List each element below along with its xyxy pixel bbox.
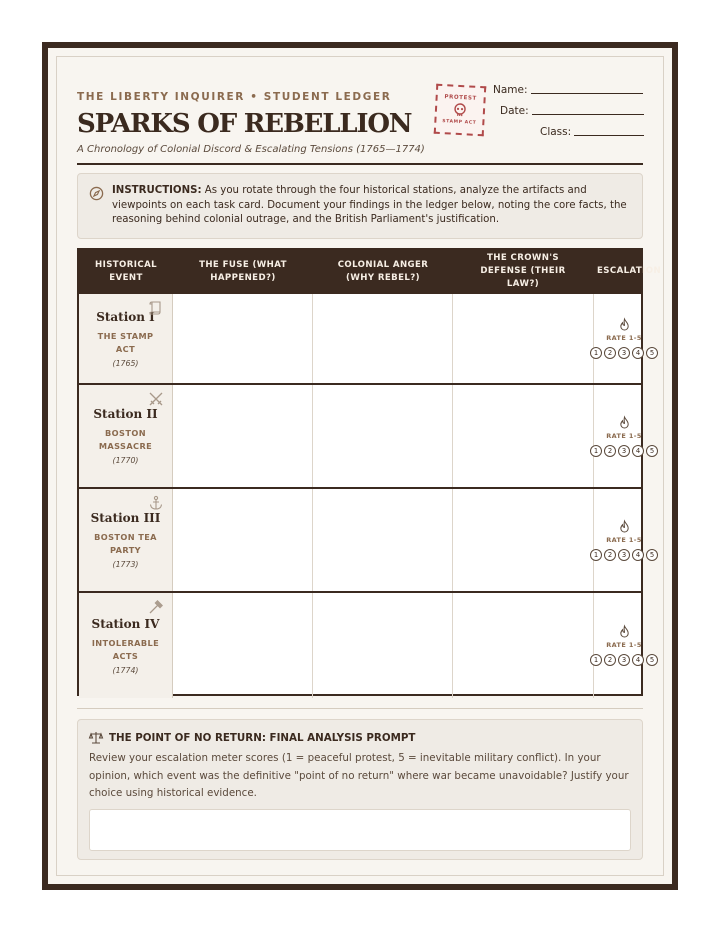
rating-option[interactable]: 4: [632, 445, 644, 457]
fuse-cell[interactable]: [173, 385, 313, 487]
escalation-meter: [594, 385, 654, 487]
final-analysis-heading: [89, 731, 631, 744]
anger-cell[interactable]: [313, 489, 453, 591]
flame-icon: [619, 520, 630, 533]
header-colonial-anger: COLONIAL ANGER (WHY REBEL?): [337, 259, 429, 283]
rate-label: RATE 1-5: [606, 431, 642, 440]
anger-cell[interactable]: [313, 593, 453, 698]
page-title: SPARKS OF REBELLION: [77, 109, 412, 139]
rating-option[interactable]: 3: [618, 654, 630, 666]
flame-icon: [619, 416, 630, 429]
final-analysis-box: [77, 719, 643, 860]
station-title: Station I: [96, 309, 155, 324]
event-name: THE STAMP ACT: [97, 330, 154, 354]
rating-option[interactable]: 5: [646, 445, 658, 457]
rating-option[interactable]: 1: [590, 654, 602, 666]
stamp-top-text: PROTEST: [444, 94, 477, 102]
station-title: Station IV: [91, 616, 160, 631]
rating-option[interactable]: 2: [604, 654, 616, 666]
defense-cell[interactable]: [453, 294, 594, 383]
protest-stamp: [434, 84, 487, 137]
fuse-cell[interactable]: [173, 489, 313, 591]
anger-cell[interactable]: [313, 294, 453, 383]
event-year: (1774): [112, 665, 139, 675]
rating-scale: [590, 549, 658, 561]
page-frame: [42, 42, 678, 890]
name-line[interactable]: [531, 93, 643, 94]
event-cell: [79, 385, 173, 487]
table-row: [79, 292, 655, 383]
rate-label: RATE 1-5: [606, 535, 642, 544]
date-line[interactable]: [532, 114, 644, 115]
header-rule: [77, 163, 643, 165]
rating-option[interactable]: 3: [618, 347, 630, 359]
rating-option[interactable]: 5: [646, 347, 658, 359]
anchor-icon: [148, 495, 164, 511]
table-row: [79, 487, 655, 591]
instructions-box: [77, 173, 643, 239]
rating-option[interactable]: 4: [632, 549, 644, 561]
rating-scale: [590, 654, 658, 666]
flame-icon: [619, 318, 630, 331]
event-name: INTOLERABLE ACTS: [91, 637, 160, 661]
fuse-cell[interactable]: [173, 294, 313, 383]
name-field[interactable]: [493, 84, 643, 96]
fuse-cell[interactable]: [173, 593, 313, 698]
rating-option[interactable]: 2: [604, 347, 616, 359]
escalation-meter: [594, 489, 654, 591]
rating-option[interactable]: 4: [632, 347, 644, 359]
page-subtitle: A Chronology of Colonial Discord & Escalating Tensions (1765—1774): [77, 144, 425, 155]
worksheet: [48, 48, 672, 884]
rating-option[interactable]: 3: [618, 549, 630, 561]
event-year: (1770): [112, 456, 139, 465]
ledger-table: [77, 248, 662, 696]
table-row: [79, 591, 655, 698]
rating-option[interactable]: 3: [618, 445, 630, 457]
escalation-meter: [594, 593, 654, 698]
rating-option[interactable]: 5: [646, 654, 658, 666]
scroll-icon: [148, 300, 164, 316]
date-field[interactable]: [500, 105, 644, 117]
rating-scale: [590, 347, 658, 359]
event-cell: [79, 294, 173, 383]
table-row: [79, 383, 655, 487]
final-analysis-prompt: Review your escalation meter scores (1 = peaceful protest, 5 = inevitable military conflict). In your opinion, which event was the definitive "point of no return" where war became unavoidable? Justify your choice using historical evidence.: [89, 752, 629, 799]
class-line[interactable]: [574, 135, 644, 136]
scales-icon: [89, 731, 103, 744]
name-label: Name:: [493, 84, 528, 96]
rating-option[interactable]: 1: [590, 549, 602, 561]
defense-cell[interactable]: [453, 489, 594, 591]
flame-icon: [619, 625, 630, 638]
date-label: Date:: [500, 105, 529, 117]
ledger-header: [79, 250, 662, 293]
anger-cell[interactable]: [313, 385, 453, 487]
final-analysis-title: THE POINT OF NO RETURN: FINAL ANALYSIS PROMPT: [109, 731, 416, 744]
skull-icon: [453, 103, 468, 118]
event-cell: [79, 593, 173, 698]
compass-icon: [89, 186, 104, 201]
class-label: Class:: [540, 126, 572, 138]
crossed-swords-icon: [148, 391, 164, 407]
section-divider: [77, 708, 643, 709]
event-year: (1765): [112, 358, 139, 368]
worksheet-border: [56, 56, 664, 876]
rating-option[interactable]: 1: [590, 347, 602, 359]
instructions-text: As you rotate through the four historical stations, analyze the artifacts and viewpoints on each task card. Document your findings in the ledger below, noting the core facts, the reasoning behind colonial outrage, and the British Parliament's justification.: [112, 185, 627, 225]
header-crowns-defense: THE CROWN'S DEFENSE (THEIR LAW?): [480, 253, 566, 289]
instructions-label: INSTRUCTIONS:: [112, 185, 202, 196]
rating-option[interactable]: 4: [632, 654, 644, 666]
class-field[interactable]: [540, 126, 644, 138]
event-year: (1773): [112, 560, 139, 569]
rating-option[interactable]: 2: [604, 549, 616, 561]
rating-option[interactable]: 2: [604, 445, 616, 457]
escalation-meter: [594, 294, 654, 383]
final-answer-box[interactable]: [89, 809, 631, 851]
event-name: BOSTON TEA PARTY: [94, 532, 157, 555]
header-the-fuse: THE FUSE (WHAT HAPPENED?): [199, 259, 287, 283]
stamp-bottom-text: STAMP ACT: [442, 119, 477, 126]
station-title: Station II: [93, 407, 158, 421]
event-cell: [79, 489, 173, 591]
defense-cell[interactable]: [453, 593, 594, 698]
masthead-kicker: THE LIBERTY INQUIRER • STUDENT LEDGER: [77, 91, 392, 103]
rate-label: RATE 1-5: [606, 641, 642, 649]
header-escalation: ESCALATION: [597, 266, 662, 276]
rating-option[interactable]: 5: [646, 549, 658, 561]
defense-cell[interactable]: [453, 385, 594, 487]
rating-scale: [590, 445, 658, 457]
header-historical-event: HISTORICAL EVENT: [95, 259, 157, 283]
rate-label: RATE 1-5: [606, 334, 642, 342]
station-title: Station III: [90, 511, 161, 525]
gavel-icon: [148, 599, 164, 615]
event-name: BOSTON MASSACRE: [98, 428, 153, 451]
rating-option[interactable]: 1: [590, 445, 602, 457]
